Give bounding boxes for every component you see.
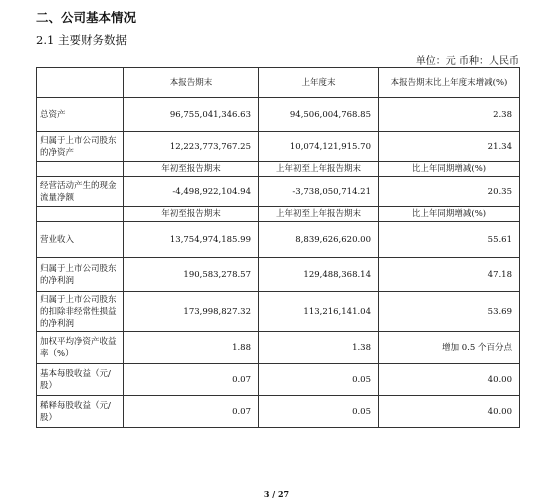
value-cell: 0.05 [259,396,379,428]
value-cell: 21.34 [379,132,520,162]
value-cell: 113,216,141.04 [259,292,379,332]
value-cell: 190,583,278.57 [124,258,259,292]
sub-title: 2.1 主要财务数据 [36,33,127,47]
header-cell: 上年度末 [259,68,379,98]
value-cell: 增加 0.5 个百分点 [379,332,520,364]
table-row [37,396,520,428]
header-cell: 年初至报告期末 [124,207,259,222]
row-label: 加权平均净资产收益率（%） [37,332,124,364]
table-row [37,364,520,396]
table-row [37,98,520,132]
value-cell: 53.69 [379,292,520,332]
row-label: 经营活动产生的现金流量净额 [37,177,124,207]
header-cell: 上年初至上年报告期末 [259,207,379,222]
table-row [37,332,520,364]
row-label: 归属于上市公司股东的净利润 [37,258,124,292]
value-cell: 20.35 [379,177,520,207]
table-header-row [37,207,520,222]
table-row [37,177,520,207]
header-cell [37,68,124,98]
row-label: 基本每股收益（元/股） [37,364,124,396]
value-cell: 129,488,368.14 [259,258,379,292]
value-cell: 12,223,773,767.25 [124,132,259,162]
value-cell: 1.88 [124,332,259,364]
table-header-row [37,68,520,98]
value-cell: 10,074,121,915.70 [259,132,379,162]
value-cell: 13,754,974,185.99 [124,222,259,258]
page-number: 3 / 27 [263,489,290,499]
value-cell: 2.38 [379,98,520,132]
header-cell: 本报告期末比上年度末增减(%) [379,68,520,98]
value-cell: 173,998,827.32 [124,292,259,332]
value-cell: 40.00 [379,364,520,396]
header-cell [37,162,124,177]
row-label: 稀释每股收益（元/股） [37,396,124,428]
value-cell: 0.05 [259,364,379,396]
value-cell: 0.07 [124,396,259,428]
value-cell: 55.61 [379,222,520,258]
table-row [37,222,520,258]
value-cell: 1.38 [259,332,379,364]
value-cell: -4,498,922,104.94 [124,177,259,207]
value-cell: 0.07 [124,364,259,396]
row-label: 归属于上市公司股东的扣除非经常性损益的净利润 [37,292,124,332]
value-cell: 96,755,041,346.63 [124,98,259,132]
header-cell: 上年初至上年报告期末 [259,162,379,177]
value-cell: 8,839,626,620.00 [259,222,379,258]
row-label: 营业收入 [37,222,124,258]
header-cell: 年初至报告期末 [124,162,259,177]
table-row [37,132,520,162]
value-cell: 47.18 [379,258,520,292]
header-cell [37,207,124,222]
value-cell: 94,506,004,768.85 [259,98,379,132]
value-cell: -3,738,050,714.21 [259,177,379,207]
row-label: 总资产 [37,98,124,132]
table-header-row [37,162,520,177]
section-title: 二、公司基本情况 [36,10,137,25]
financial-data-table [36,67,520,428]
unit-line: 单位：元 币种：人民币 [415,56,519,67]
table-row [37,292,520,332]
header-cell: 本报告期末 [124,68,259,98]
row-label: 归属于上市公司股东的净资产 [37,132,124,162]
value-cell: 40.00 [379,396,520,428]
header-cell: 比上年同期增减(%) [379,162,520,177]
table-row [37,258,520,292]
header-cell: 比上年同期增减(%) [379,207,520,222]
